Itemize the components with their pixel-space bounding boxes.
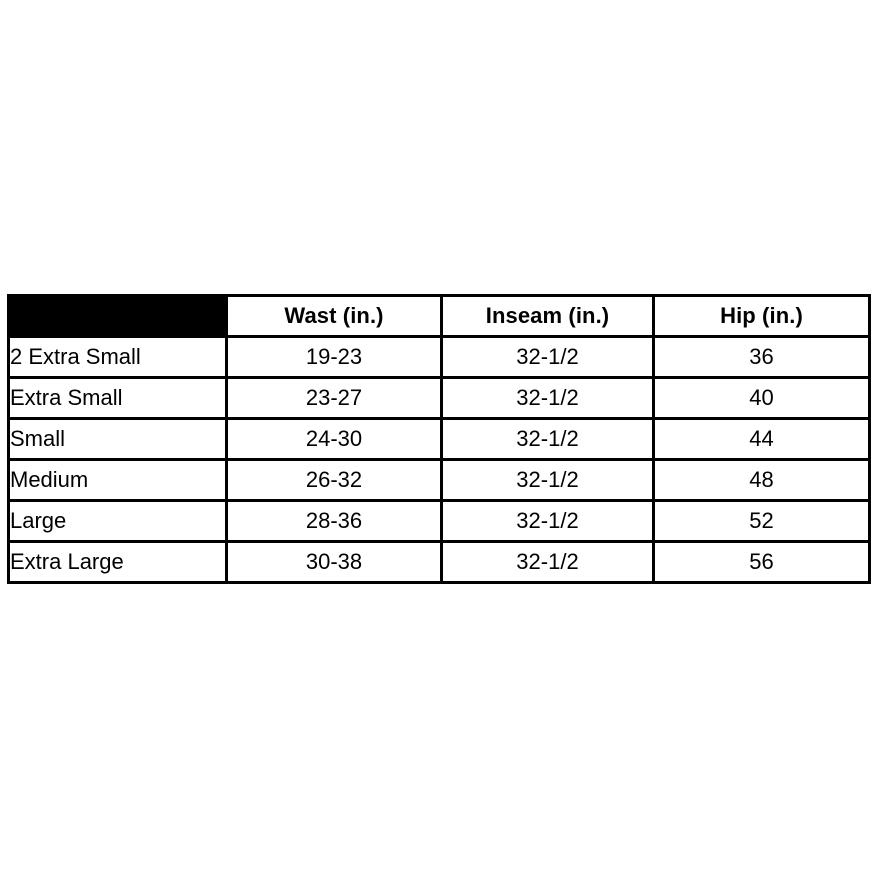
- cell-hip: 36: [654, 337, 870, 378]
- cell-hip: 48: [654, 460, 870, 501]
- table-header-row: [9, 296, 870, 337]
- cell-size: Small: [9, 419, 227, 460]
- table-row: [9, 419, 870, 460]
- cell-waist: 28-36: [227, 501, 442, 542]
- cell-inseam: 32-1/2: [442, 419, 654, 460]
- cell-hip: 52: [654, 501, 870, 542]
- column-header-hip: Hip (in.): [654, 296, 870, 337]
- cell-inseam: 32-1/2: [442, 460, 654, 501]
- cell-inseam: 32-1/2: [442, 542, 654, 583]
- size-chart-table: [7, 294, 871, 584]
- cell-waist: 30-38: [227, 542, 442, 583]
- column-header-size: [9, 296, 227, 337]
- cell-hip: 40: [654, 378, 870, 419]
- cell-inseam: 32-1/2: [442, 337, 654, 378]
- table-row: [9, 460, 870, 501]
- cell-waist: 26-32: [227, 460, 442, 501]
- cell-waist: 24-30: [227, 419, 442, 460]
- cell-waist: 23-27: [227, 378, 442, 419]
- cell-inseam: 32-1/2: [442, 501, 654, 542]
- table-row: [9, 501, 870, 542]
- column-header-waist: Wast (in.): [227, 296, 442, 337]
- cell-size: 2 Extra Small: [9, 337, 227, 378]
- cell-size: Extra Small: [9, 378, 227, 419]
- table-row: [9, 378, 870, 419]
- table-row: [9, 337, 870, 378]
- cell-size: Large: [9, 501, 227, 542]
- cell-size: Extra Large: [9, 542, 227, 583]
- table-row: [9, 542, 870, 583]
- cell-size: Medium: [9, 460, 227, 501]
- column-header-inseam: Inseam (in.): [442, 296, 654, 337]
- cell-hip: 56: [654, 542, 870, 583]
- cell-inseam: 32-1/2: [442, 378, 654, 419]
- cell-hip: 44: [654, 419, 870, 460]
- cell-waist: 19-23: [227, 337, 442, 378]
